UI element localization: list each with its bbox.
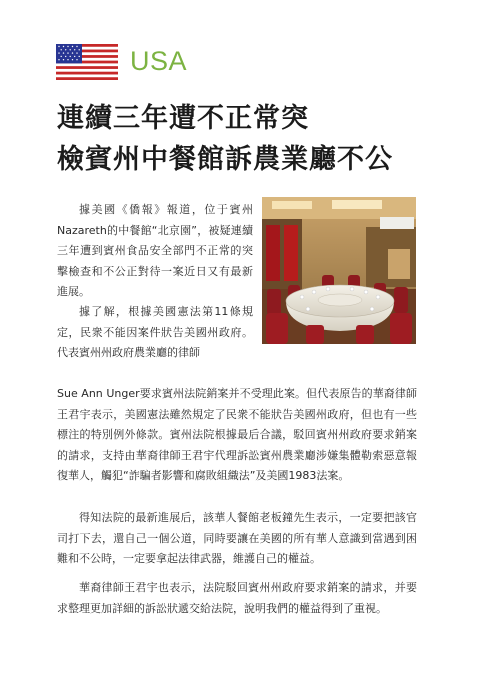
restaurant-dining-room-photo bbox=[262, 197, 416, 344]
country-label: USA bbox=[130, 46, 188, 76]
article-paragraph-4: 得知法院的最新進展后，該華人餐館老板鐘先生表示，一定要把該官司打下去，還自己一個公道，同時要讓在美國的所有華人意識到當遇到困難和不公時，一定要拿起法律武器，維護自己的權益。 bbox=[57, 511, 417, 565]
headline-line-2: 檢賓州中餐館訴農業廳不公 bbox=[57, 144, 393, 175]
article-paragraph-1: 據美國《僑報》報道，位于賓州Nazareth的中餐館“北京園”，被疑連續三年遭到賓州食品安全部門不正常的突擊檢查和不公正對待一案近日又有最新進展。 bbox=[57, 203, 253, 298]
article-paragraph-2: 據了解，根據美國憲法第11條規定，民衆不能因案件狀告美國州政府。代表賓州州政府農業廳的律師 bbox=[57, 305, 253, 359]
article-paragraph-3: Sue Ann Unger要求賓州法院銷案并不受理此案。但代表原告的華裔律師王君宇表示，美國憲法雖然規定了民衆不能狀告美國州政府，但也有一些標注的特別例外條款。賓州法院根據最后合議，駁回賓州州政府要求銷案的請求，支持由華裔律師王君宇代理訴訟賓州農業廳涉嫌集體勒索惡意報復華人，觸犯“詐騙者影響和腐敗組織法”及美國1983法案。 bbox=[57, 387, 417, 482]
article-headline bbox=[57, 98, 457, 180]
usa-flag-icon bbox=[56, 44, 118, 80]
article-paragraph-5: 華裔律師王君宇也表示，法院駁回賓州州政府要求銷案的請求，并要求整理更加詳細的訴訟狀遞交給法院，說明我們的權益得到了重視。 bbox=[57, 581, 417, 615]
headline-line-1: 連續三年遭不正常突 bbox=[57, 103, 309, 134]
